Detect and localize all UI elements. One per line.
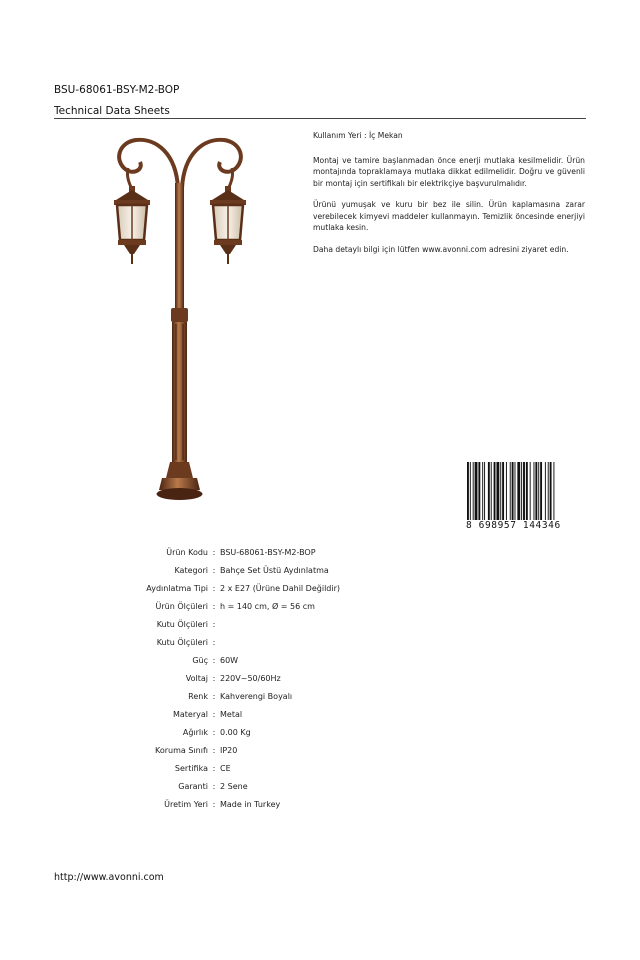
spec-row xyxy=(80,651,480,669)
spec-separator: : xyxy=(212,583,216,593)
spec-row xyxy=(80,795,480,813)
spec-row xyxy=(80,543,480,561)
spec-label: Materyal xyxy=(172,709,208,719)
spec-row xyxy=(80,633,480,651)
spec-value: BSU-68061-BSY-M2-BOP xyxy=(220,547,316,557)
barcode-digits: 8 698957 144346 xyxy=(466,520,584,531)
spec-row xyxy=(80,597,480,615)
left-lantern xyxy=(114,186,150,264)
spec-separator: : xyxy=(212,637,216,647)
spec-separator: : xyxy=(212,601,216,611)
spec-label: Garanti xyxy=(178,781,208,791)
spec-value: h = 140 cm, Ø = 56 cm xyxy=(220,601,315,611)
spec-label: Voltaj xyxy=(185,673,208,683)
spec-label: Kutu Ölçüleri xyxy=(156,637,208,647)
spec-label: Güç xyxy=(192,655,208,665)
document-header xyxy=(54,84,586,118)
spec-value: 60W xyxy=(220,655,239,665)
spec-value: 2 Sene xyxy=(220,781,248,791)
spec-row xyxy=(80,669,480,687)
spec-value: 2 x E27 (Ürüne Dahil Değildir) xyxy=(220,583,340,593)
spec-separator: : xyxy=(212,709,216,719)
usage-location: Kullanım Yeri : İç Mekan xyxy=(313,131,403,140)
spec-separator: : xyxy=(212,547,216,557)
spec-value: 0.00 Kg xyxy=(220,727,251,737)
cleaning-paragraph: Ürünü yumuşak ve kuru bir bez ile silin. Ürün kaplamasına zarar verebilecek kimyevi maddeler kullanmayın. Temizlik öncesinde enerjiyi mutlaka kesin. xyxy=(313,200,585,232)
spec-label: Kutu Ölçüleri xyxy=(156,619,208,629)
spec-separator: : xyxy=(212,727,216,737)
spec-row xyxy=(80,741,480,759)
spec-row xyxy=(80,723,480,741)
spec-value: 220V~50/60Hz xyxy=(220,673,281,683)
spec-value: CE xyxy=(220,763,231,773)
spec-value: Made in Turkey xyxy=(220,799,281,809)
document-subtitle: Technical Data Sheets xyxy=(54,105,170,117)
spec-row xyxy=(80,777,480,795)
product-image-lamp-post xyxy=(96,128,266,508)
spec-label: Kategori xyxy=(174,565,208,575)
spec-row xyxy=(80,759,480,777)
spec-row xyxy=(80,615,480,633)
spec-separator: : xyxy=(212,655,216,665)
spec-label: Ürün Kodu xyxy=(166,547,208,557)
usage-info xyxy=(313,130,585,265)
spec-value: Bahçe Set Üstü Aydınlatma xyxy=(220,565,329,575)
spec-row xyxy=(80,705,480,723)
spec-label: Aydınlatma Tipi xyxy=(146,583,208,593)
spec-separator: : xyxy=(212,799,216,809)
spec-value: Kahverengi Boyalı xyxy=(220,691,293,701)
spec-label: Renk xyxy=(188,691,208,701)
spec-label: Üretim Yeri xyxy=(164,799,208,809)
spec-label: Sertifika xyxy=(174,763,208,773)
spec-row xyxy=(80,561,480,579)
safety-paragraph: Montaj ve tamire başlanmadan önce enerji mutlaka kesilmelidir. Ürün montajında topraklamaya mutlaka dikkat edilmelidir. Doğru ve güvenli bir montaj için sertifikalı bir elektrikçiye başvurulmalıdır. xyxy=(313,155,585,188)
spec-row xyxy=(80,687,480,705)
spec-label: Ürün Ölçüleri xyxy=(155,601,208,611)
product-code-title: BSU-68061-BSY-M2-BOP xyxy=(54,84,180,96)
spec-label: Koruma Sınıfı xyxy=(155,745,208,755)
spec-value: Metal xyxy=(220,709,243,719)
header-divider xyxy=(54,118,586,119)
spec-separator: : xyxy=(212,745,216,755)
spec-value: IP20 xyxy=(220,745,238,755)
spec-row xyxy=(80,579,480,597)
spec-table xyxy=(80,543,480,813)
spec-label: Ağırlık xyxy=(182,727,208,737)
website-footer-link[interactable]: http://www.avonni.com xyxy=(54,872,164,883)
spec-separator: : xyxy=(212,781,216,791)
right-lantern xyxy=(210,186,246,264)
spec-separator: : xyxy=(212,565,216,575)
spec-separator: : xyxy=(212,673,216,683)
spec-separator: : xyxy=(212,691,216,701)
spec-separator: : xyxy=(212,619,216,629)
website-paragraph: Daha detaylı bilgi için lütfen www.avonni.com adresini ziyaret edin. xyxy=(313,244,569,254)
spec-separator: : xyxy=(212,763,216,773)
